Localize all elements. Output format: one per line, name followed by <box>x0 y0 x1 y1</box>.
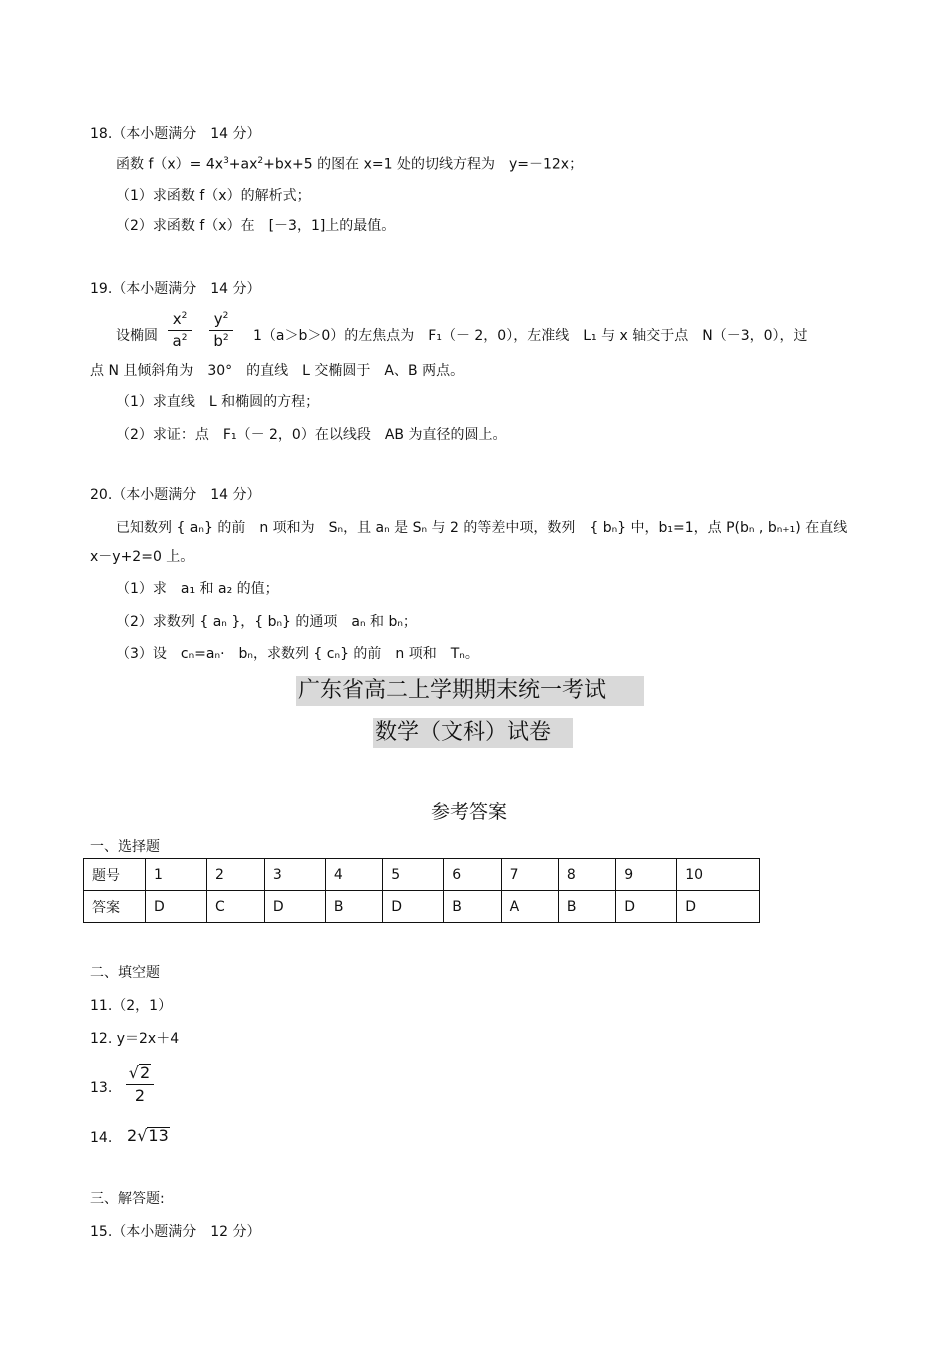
table-cell: A <box>501 891 558 923</box>
q20-part1: （1）求 a₁ 和 a₂ 的值； <box>116 581 279 597</box>
table-cell: 2 <box>206 859 264 891</box>
answer-table <box>83 858 760 923</box>
q19-frac2-den: b <box>213 332 223 350</box>
q18-exp3: 3 <box>223 156 229 166</box>
q19-lead: 设椭圆 <box>116 328 158 344</box>
table-cell: D <box>677 891 760 923</box>
q18-exp2: 2 <box>257 156 264 166</box>
q18-part2: （2）求函数 f（x）在 [－3，1]上的最值。 <box>116 218 396 234</box>
q18-stem-a: 函数 f（x）= 4 <box>116 156 215 173</box>
q18-stem-c: +bx+5 的图在 x=1 处的切线方程为 y=－12x； <box>263 156 584 173</box>
answer-14-radicand: 13 <box>148 1126 169 1145</box>
table-cell: B <box>444 891 501 923</box>
section-choice: 一、选择题 <box>90 839 160 855</box>
answers-title: 参考答案 <box>431 801 508 823</box>
answer-13-label: 13. <box>90 1080 113 1096</box>
table-cell: 题号 <box>84 859 146 891</box>
q18-stem-b: +ax <box>228 156 258 173</box>
q19-frac1-den-exp: 2 <box>181 333 188 343</box>
table-cell: 4 <box>325 859 382 891</box>
table-cell: 8 <box>558 859 615 891</box>
section-fill: 二、填空题 <box>90 965 160 981</box>
table-cell: 1 <box>146 859 207 891</box>
q19-line1: 1（a＞b＞0）的左焦点为 F₁（－ 2，0），左准线 L₁ 与 x 轴交于点 N（－3，0），过 <box>253 328 808 344</box>
q18-stem-x: x <box>214 156 224 173</box>
q19-frac2-den-exp: 2 <box>222 333 229 343</box>
table-cell: 9 <box>616 859 677 891</box>
answer-13-fraction <box>126 1064 154 1104</box>
table-cell: 10 <box>677 859 760 891</box>
answer-14-label: 14. <box>90 1130 113 1146</box>
fraction-bar <box>209 330 233 331</box>
table-cell: 6 <box>444 859 501 891</box>
table-cell: B <box>558 891 615 923</box>
q19-frac1-num: x <box>172 310 182 328</box>
q19-title: 19.（本小题满分 14 分） <box>90 281 261 297</box>
fraction-bar <box>126 1084 154 1085</box>
answer-12: 12. y＝2x＋4 <box>90 1031 180 1047</box>
exam-subheading: 数学（文科）试卷 <box>373 718 573 748</box>
q15-title: 15.（本小题满分 12 分） <box>90 1224 261 1240</box>
section-solve: 三、解答题: <box>90 1191 165 1207</box>
table-cell: D <box>616 891 677 923</box>
q19-frac1-den: a <box>172 332 182 350</box>
q18-title: 18.（本小题满分 14 分） <box>90 126 261 142</box>
answer-14-coef: 2 <box>127 1126 138 1145</box>
answer-13-den: 2 <box>134 1086 146 1105</box>
q20-line1: 已知数列 { aₙ} 的前 n 项和为 Sₙ，且 aₙ 是 Sₙ 与 2 的等差中项，数列 { bₙ} 中，b₁=1，点 P(bₙ , bₙ₊₁) 在直线 <box>116 520 848 536</box>
table-cell: D <box>383 891 444 923</box>
sqrt-symbol: √ <box>137 1126 148 1145</box>
answer-14-value <box>127 1127 170 1144</box>
table-cell: 答案 <box>84 891 146 923</box>
table-cell: 5 <box>383 859 444 891</box>
table-cell: C <box>206 891 264 923</box>
table-row-answers <box>84 891 760 923</box>
q19-part1: （1）求直线 L 和椭圆的方程； <box>116 394 320 410</box>
q20-part3: （3）设 cₙ=aₙ· bₙ，求数列 { cₙ} 的前 n 项和 Tₙ。 <box>116 646 479 662</box>
table-cell: D <box>146 891 207 923</box>
q19-fraction-y <box>209 312 233 349</box>
q19-fraction-x <box>168 312 192 349</box>
q19-frac1-num-exp: 2 <box>181 311 188 321</box>
q19-frac2-num: y <box>213 310 223 328</box>
answer-11: 11.（2，1） <box>90 998 173 1014</box>
table-cell: D <box>264 891 325 923</box>
exam-heading: 广东省高二上学期期末统一考试 <box>296 676 644 706</box>
fraction-bar <box>168 330 192 331</box>
q18-part1: （1）求函数 f（x）的解析式； <box>116 188 311 204</box>
table-row-numbers <box>84 859 760 891</box>
table-cell: B <box>325 891 382 923</box>
table-cell: 3 <box>264 859 325 891</box>
sqrt-symbol: √2 <box>128 1063 151 1082</box>
answer-13-num: 2 <box>140 1063 151 1082</box>
q19-part2: （2）求证：点 F₁（－ 2，0）在以线段 AB 为直径的圆上。 <box>116 427 507 443</box>
q19-line2: 点 N 且倾斜角为 30° 的直线 L 交椭圆于 A、B 两点。 <box>90 363 465 379</box>
q20-part2: （2）求数列 { aₙ }，{ bₙ} 的通项 aₙ 和 bₙ； <box>116 614 417 630</box>
q20-title: 20.（本小题满分 14 分） <box>90 487 261 503</box>
q20-line2: x－y+2=0 上。 <box>90 549 195 565</box>
table-cell: 7 <box>501 859 558 891</box>
q19-frac2-num-exp: 2 <box>222 311 229 321</box>
q18-stem <box>116 157 583 172</box>
